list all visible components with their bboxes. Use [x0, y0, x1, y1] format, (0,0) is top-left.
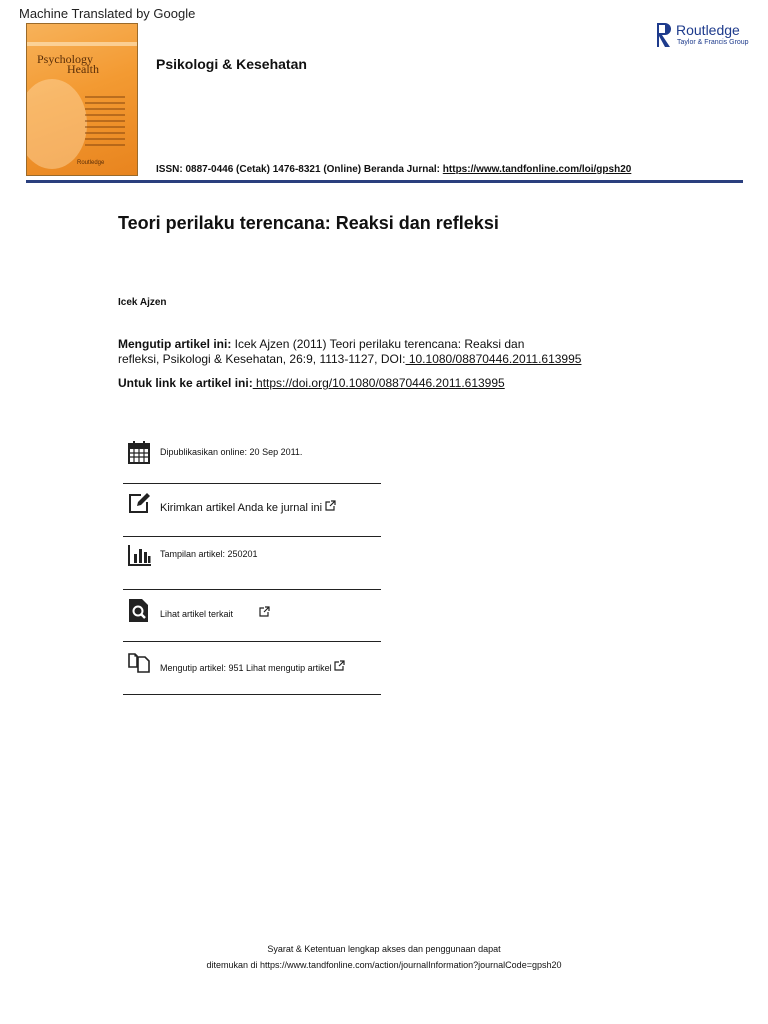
related-articles-text: Lihat artikel terkait	[160, 609, 234, 619]
footer-line1: Syarat & Ketentuan lengkap akses dan penggunaan dapat	[267, 944, 501, 954]
routledge-logo-icon	[656, 22, 672, 48]
header-rule	[26, 180, 743, 183]
external-link-icon	[259, 606, 270, 617]
citing-articles-row[interactable]	[123, 651, 381, 675]
article-title: Teori perilaku terencana: Reaksi dan refleksi	[118, 213, 499, 233]
article-link-line	[118, 376, 505, 390]
cover-title-line1: Psychology	[37, 52, 94, 66]
link-label: Untuk link ke artikel ini:	[118, 376, 253, 390]
article-views-row	[123, 544, 381, 566]
article-author: Icek Ajzen	[118, 297, 167, 308]
citing-articles-link[interactable]	[160, 660, 345, 673]
divider	[123, 483, 381, 484]
cite-label: Mengutip artikel ini:	[118, 337, 232, 351]
cover-title-line2: Health	[67, 62, 99, 76]
submit-article-link[interactable]	[160, 500, 336, 514]
divider	[123, 589, 381, 590]
published-date: Dipublikasikan online: 20 Sep 2011.	[160, 447, 303, 457]
cite-text2: refleksi, Psikologi & Kesehatan, 26:9, 1113-1127, DOI:	[118, 352, 406, 366]
cite-text1: Icek Ajzen (2011) Teori perilaku terencana: Reaksi dan	[231, 337, 525, 351]
cover-publisher-mark: Routledge	[77, 160, 105, 166]
external-link-icon	[325, 500, 336, 511]
publisher-sub: Taylor & Francis Group	[677, 39, 749, 46]
submit-article-row[interactable]	[123, 492, 381, 516]
issn-text: ISSN: 0887-0446 (Cetak) 1476-8321 (Online) Beranda Jurnal:	[156, 164, 443, 175]
journal-cover-image	[26, 23, 138, 176]
cite-doi-link[interactable]: 10.1080/08870446.2011.613995	[405, 352, 582, 366]
issn-line	[156, 164, 631, 175]
submit-article-text: Kirimkan artikel Anda ke jurnal ini	[160, 502, 323, 514]
article-views: Tampilan artikel: 250201	[160, 549, 258, 559]
divider	[123, 641, 381, 642]
copy-documents-icon	[128, 651, 152, 673]
cover-contents-lines	[85, 96, 125, 150]
divider	[123, 694, 381, 695]
journal-name: Psikologi & Kesehatan	[156, 56, 307, 72]
bar-chart-icon	[128, 544, 152, 566]
cover-figure	[26, 79, 87, 169]
calendar-icon	[128, 440, 150, 464]
publisher-name: Routledge	[676, 22, 740, 38]
external-link-icon	[334, 660, 345, 671]
citing-articles-text: Mengutip artikel: 951 Lihat mengutip artikel	[160, 663, 332, 673]
document-search-icon	[128, 598, 150, 623]
cover-stripe	[27, 42, 138, 46]
published-row	[123, 440, 381, 466]
divider	[123, 536, 381, 537]
edit-icon	[128, 492, 152, 514]
footer-line2: ditemukan di https://www.tandfonline.com/action/journalInformation?journalCode=gpsh20	[206, 960, 562, 970]
machine-translated-banner: Machine Translated by Google	[19, 6, 196, 21]
journal-homepage-link[interactable]: https://www.tandfonline.com/loi/gpsh20	[442, 164, 632, 175]
citation-block	[118, 337, 638, 367]
article-doi-link[interactable]: https://doi.org/10.1080/08870446.2011.613995	[252, 376, 505, 390]
related-articles-row[interactable]	[123, 598, 381, 624]
related-articles-link[interactable]	[160, 606, 270, 619]
